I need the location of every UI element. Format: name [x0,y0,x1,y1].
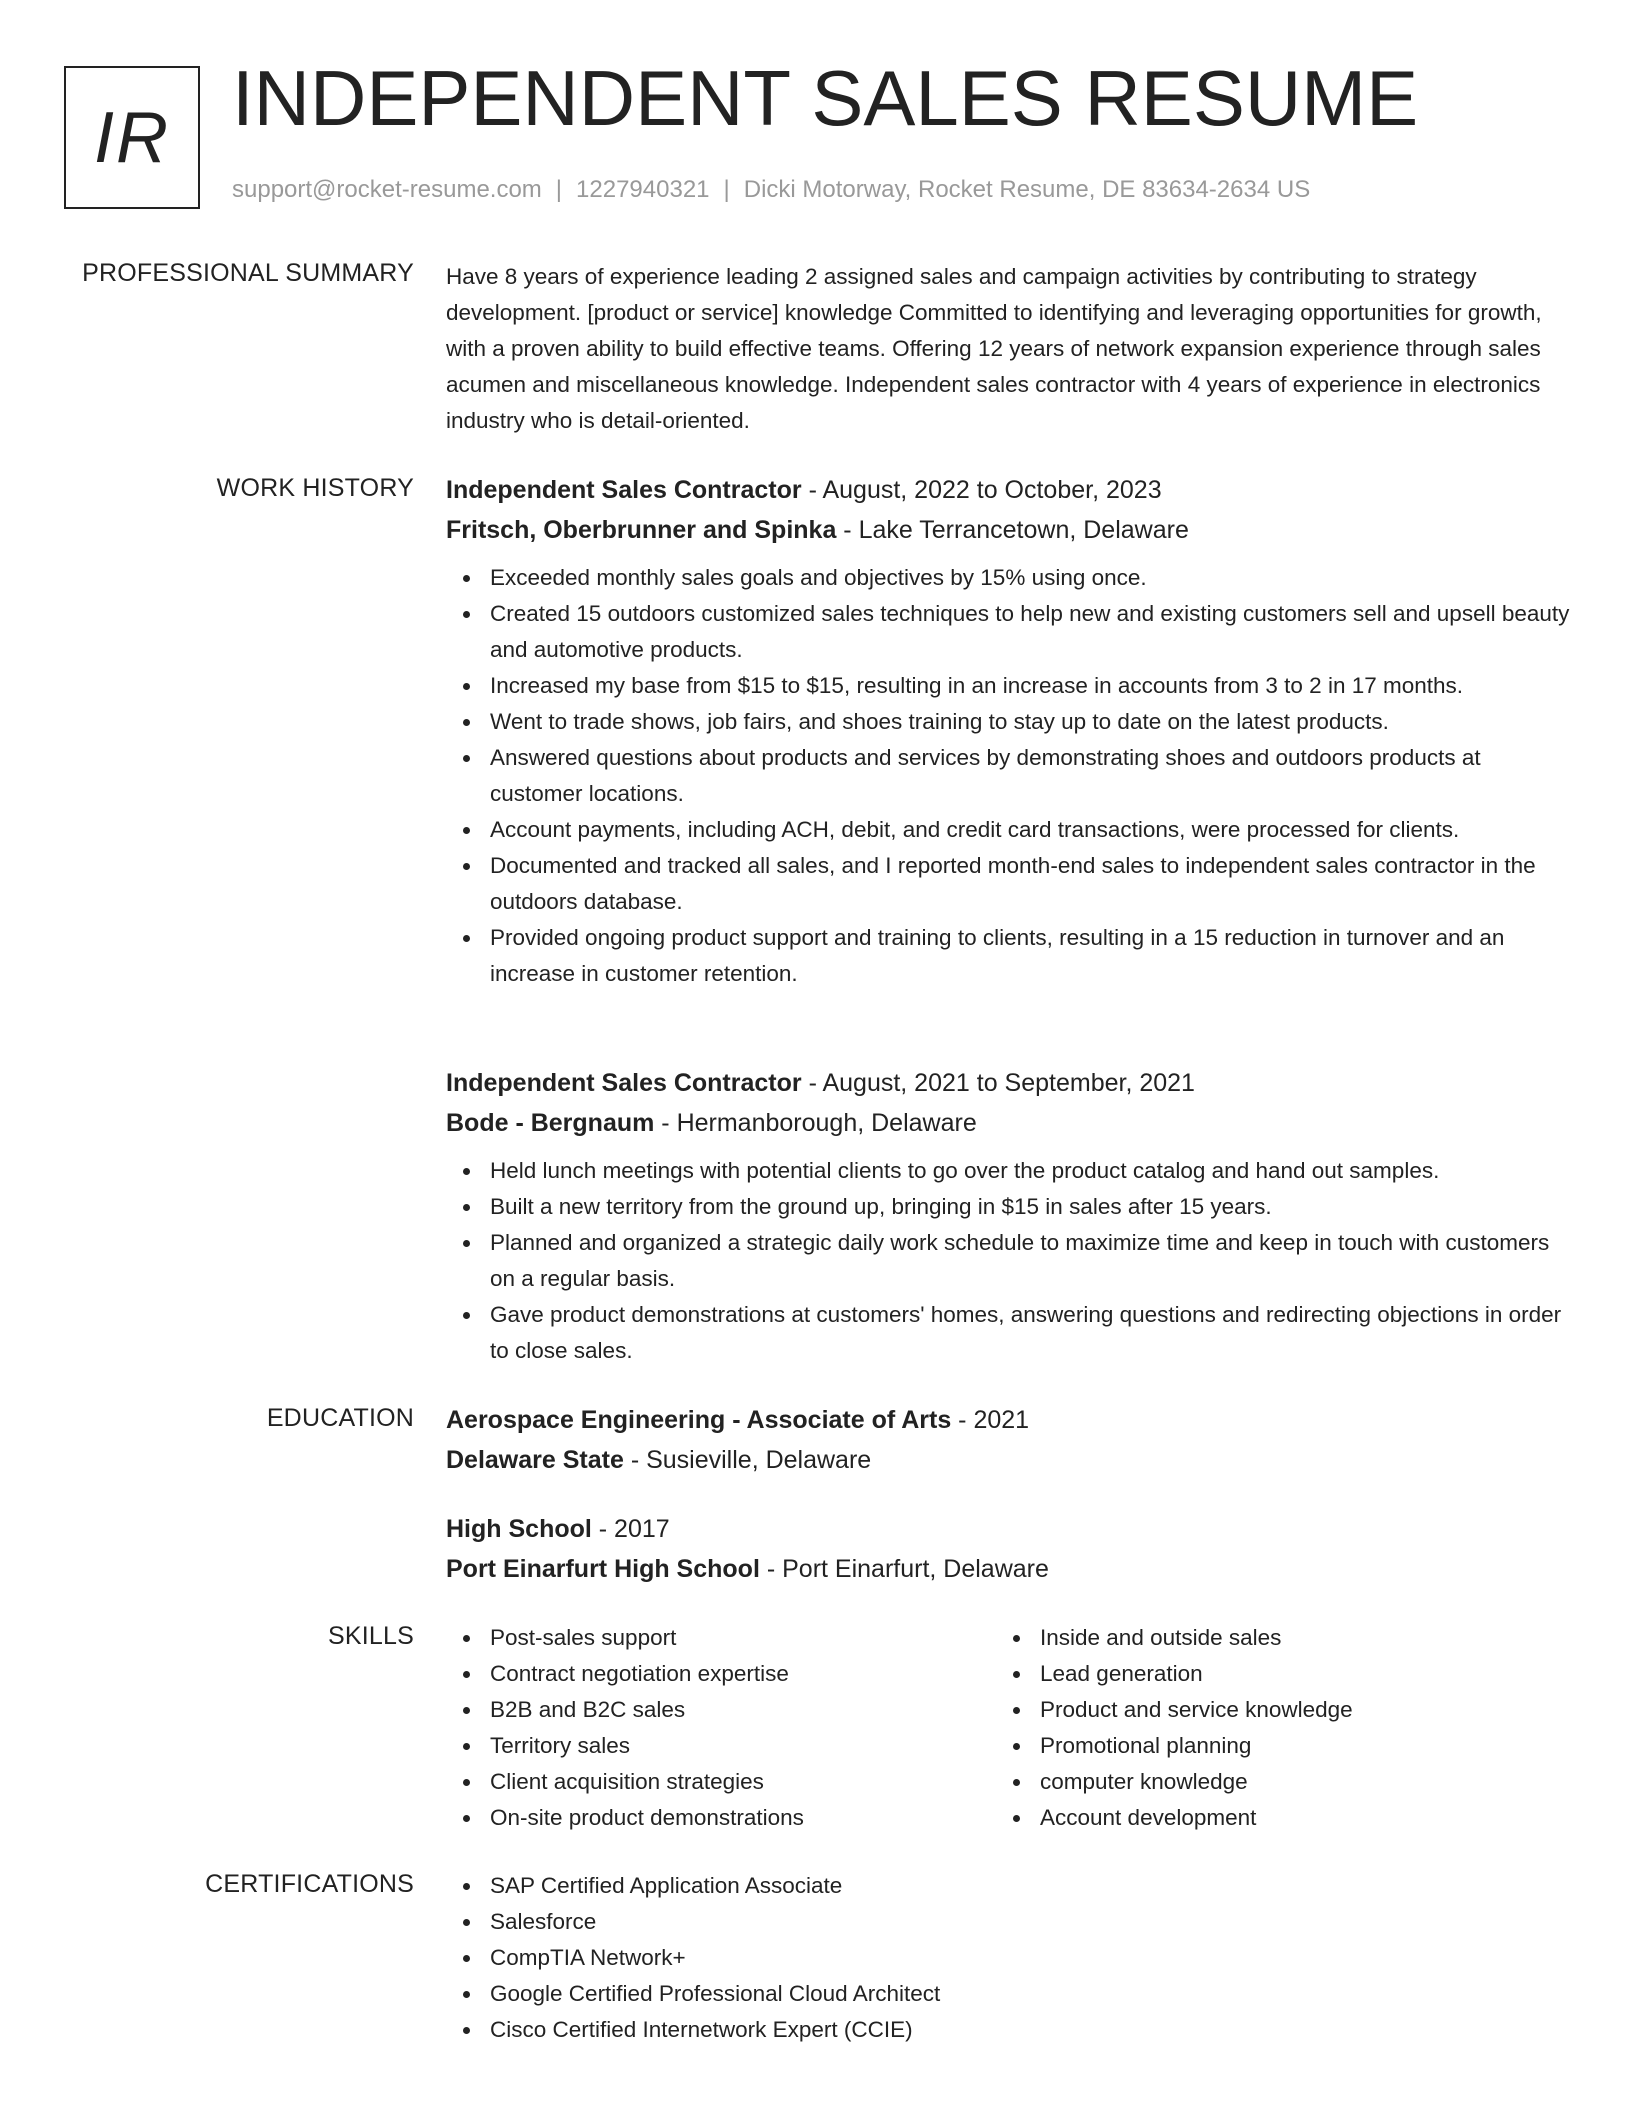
list-item: Lead generation [996,1656,1546,1692]
education-year: - 2017 [591,1515,670,1543]
list-item: Territory sales [446,1728,996,1764]
job-title-line [446,470,1571,510]
skills-list-right [996,1620,1546,1836]
list-item: Account development [996,1800,1546,1836]
job-dates: - August, 2022 to October, 2023 [801,476,1162,504]
list-item: On-site product demonstrations [446,1800,996,1836]
job-title: Independent Sales Contractor [446,1069,802,1097]
education-entry [446,1509,1571,1589]
job-title: Independent Sales Contractor [446,476,802,504]
list-item: Contract negotiation expertise [446,1656,996,1692]
job-company: Bode - Bergnaum [446,1109,655,1137]
list-item: Inside and outside sales [996,1620,1546,1656]
education-degree: Aerospace Engineering - Associate of Arts [446,1406,952,1434]
list-item: Went to trade shows, job fairs, and shoes training to stay up to date on the latest products. [446,704,1571,740]
education-location: - Port Einarfurt, Delaware [759,1555,1049,1583]
contact-line [232,176,1310,204]
list-item: Google Certified Professional Cloud Architect [446,1976,1571,2012]
section-label-education: EDUCATION [266,1404,414,1432]
education-location: - Susieville, Delaware [623,1446,872,1474]
summary-text: Have 8 years of experience leading 2 assigned sales and campaign activities by contributing to strategy development. [product or service] knowledge Committed to identifying and leveraging opportunities for growth, with a proven ability to build effective teams. Offering 12 years of network expansion experience through sales acumen and miscellaneous knowledge. Independent sales contractor with 4 years of experience in electronics industry who is detail-oriented. [446,264,1542,433]
certifications-list [446,1868,1571,2048]
list-item: SAP Certified Application Associate [446,1868,1571,1904]
list-item: Answered questions about products and services by demonstrating shoes and outdoors products at customer locations. [446,740,1571,812]
list-item: Created 15 outdoors customized sales techniques to help new and existing customers sell and upsell beauty and automotive products. [446,596,1571,668]
list-item: Gave product demonstrations at customers' homes, answering questions and redirecting objections in order to close sales. [446,1297,1571,1369]
education-school-line [446,1440,1571,1480]
skills-columns [446,1620,1571,1836]
certifications-body [446,1868,1571,2048]
education-degree: High School [446,1515,592,1543]
job-bullet-list [446,560,1571,992]
education-school: Port Einarfurt High School [446,1555,760,1583]
contact-email[interactable]: support@rocket-resume.com [232,176,542,203]
contact-address: Dicki Motorway, Rocket Resume, DE 83634-2634 US [743,176,1311,203]
list-item: Salesforce [446,1904,1571,1940]
contact-phone[interactable]: 1227940321 [576,176,710,203]
job-title-line [446,1063,1571,1103]
job-location: - Hermanborough, Delaware [654,1109,977,1137]
list-item: Client acquisition strategies [446,1764,996,1800]
monogram-box [64,66,200,209]
contact-separator: | [723,176,730,203]
list-item: Product and service knowledge [996,1692,1546,1728]
list-item: Built a new territory from the ground up, bringing in $15 in sales after 15 years. [446,1189,1571,1225]
list-item: Planned and organized a strategic daily work schedule to maximize time and keep in touch with customers on a regular basis. [446,1225,1571,1297]
list-item: Post-sales support [446,1620,996,1656]
section-label-summary: PROFESSIONAL SUMMARY [82,259,414,287]
education-entry [446,1400,1571,1480]
job-entry [446,1063,1571,1369]
list-item: Held lunch meetings with potential clients to go over the product catalog and hand out samples. [446,1153,1571,1189]
skills-list-left [446,1620,996,1836]
education-school-line [446,1549,1571,1589]
section-label-certifications: CERTIFICATIONS [205,1870,414,1898]
list-item: B2B and B2C sales [446,1692,996,1728]
section-label-skills: SKILLS [328,1622,414,1650]
education-year: - 2021 [951,1406,1030,1434]
job-company-line [446,510,1571,550]
monogram-initials: IR [94,97,170,178]
education-degree-line [446,1509,1571,1549]
list-item: Increased my base from $15 to $15, resulting in an increase in accounts from 3 to 2 in 17 months. [446,668,1571,704]
job-location: - Lake Terrancetown, Delaware [836,516,1189,544]
job-company: Fritsch, Oberbrunner and Spinka [446,516,837,544]
education-degree-line [446,1400,1571,1440]
contact-separator: | [555,176,563,203]
list-item: computer knowledge [996,1764,1546,1800]
job-entry [446,470,1571,992]
resume-title: INDEPENDENT SALES RESUME [232,54,1419,142]
list-item: Account payments, including ACH, debit, and credit card transactions, were processed for clients. [446,812,1571,848]
list-item: Exceeded monthly sales goals and objectives by 15% using once. [446,560,1571,596]
list-item: Promotional planning [996,1728,1546,1764]
job-company-line [446,1103,1571,1143]
list-item: Documented and tracked all sales, and I reported month-end sales to independent sales contractor in the outdoors database. [446,848,1571,920]
job-bullet-list [446,1153,1571,1369]
education-school: Delaware State [446,1446,624,1474]
list-item: Provided ongoing product support and training to clients, resulting in a 15 reduction in turnover and an increase in customer retention. [446,920,1571,992]
section-label-work-history: WORK HISTORY [216,474,414,502]
list-item: CompTIA Network+ [446,1940,1571,1976]
job-dates: - August, 2021 to September, 2021 [801,1069,1195,1097]
list-item: Cisco Certified Internetwork Expert (CCIE) [446,2012,1571,2048]
